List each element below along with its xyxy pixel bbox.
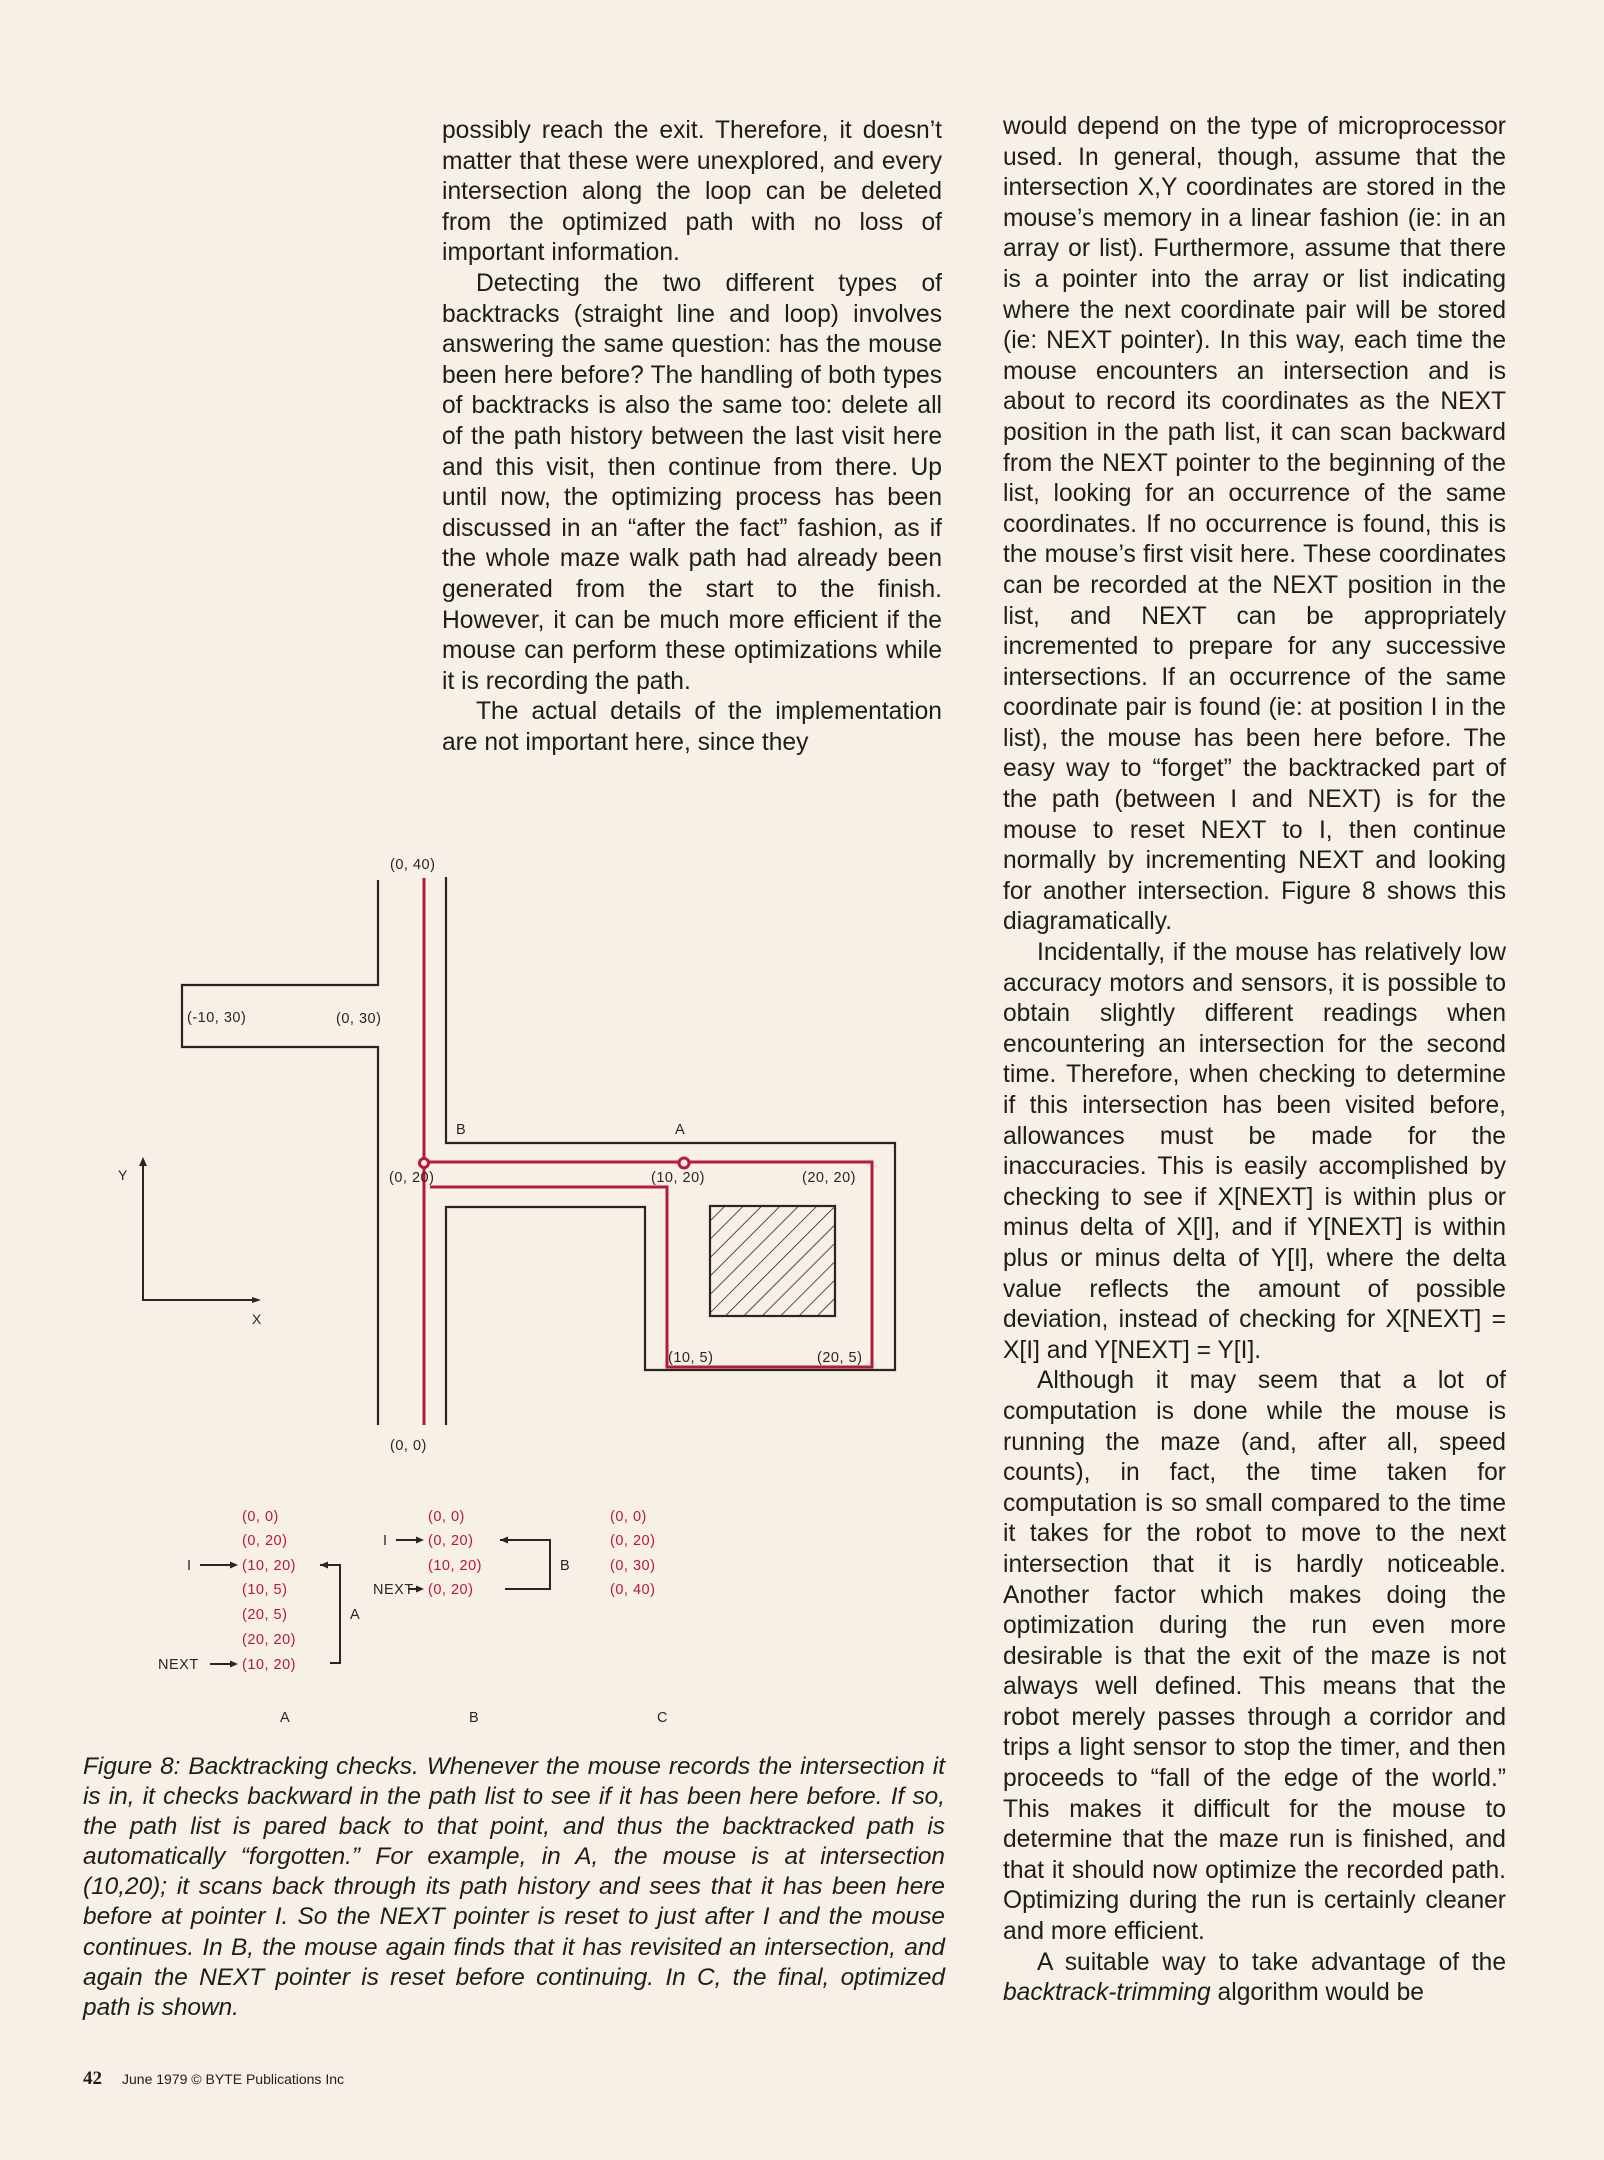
axis-indicator [143, 1160, 258, 1300]
list-b-item-1: (0, 0) [428, 1509, 465, 1525]
path-list-a [242, 1509, 296, 1673]
list-a-item-7: (10, 20) [242, 1657, 296, 1673]
footer-text: June 1979 © BYTE Publications Inc [122, 2071, 344, 2087]
list-c-item-3: (0, 30) [610, 1558, 656, 1574]
column-label-c: C [657, 1710, 668, 1726]
label-mid: (10, 20) [651, 1170, 705, 1186]
label-top: (0, 40) [390, 857, 436, 873]
y-arrow-icon [139, 1157, 147, 1166]
label-center: (0, 20) [389, 1170, 435, 1186]
axis-x-label: X [252, 1311, 262, 1327]
marker-b: B [456, 1122, 467, 1138]
label-left-end: (-10, 30) [187, 1010, 247, 1026]
label-mid-low: (10, 5) [668, 1350, 714, 1366]
list-c-item-1: (0, 0) [610, 1509, 647, 1525]
list-c-item-4: (0, 40) [610, 1582, 656, 1598]
left-paragraph-2: Detecting the two different types of backtracks (straight line and loop) involves answering the same question: has the mouse been here before? The handling of both types of backtracks is also the same too: delete all of the path history between the last visit here and this visit, then continue from there. Up until now, the optimizing process has been discussed in an “after the fact” fashion, as if the whole maze walk path had already been generated from the start to the finish. However, it can be much more efficient if the mouse can perform these optimizations while it is recording the path. [442, 269, 942, 695]
list-a-bracket [320, 1565, 340, 1663]
list-b-pointer-i: I [383, 1533, 388, 1549]
mouse-path [420, 878, 873, 1425]
list-b-pointer-next: NEXT [373, 1582, 414, 1598]
list-a-item-4: (10, 5) [242, 1582, 288, 1598]
bracket-a-label: A [350, 1607, 361, 1623]
marker-a: A [675, 1122, 686, 1138]
list-a-item-2: (0, 20) [242, 1533, 288, 1549]
column-label-a: A [280, 1710, 291, 1726]
right-paragraph-4 [1003, 1948, 1506, 2009]
right-last-emphasis: backtrack-trimming [1003, 1979, 1211, 2007]
list-a-item-5: (20, 5) [242, 1607, 288, 1623]
label-right-top: (20, 20) [802, 1170, 856, 1186]
right-paragraph-1: would depend on the type of microprocessor used. In general, though, assume that the intersection X,Y coordinates are stored in the mouse’s memory in a linear fashion (ie: in an array or list). Furthermore, assume that there is a pointer into the array or list indicating where the next coordinate pair will be stored (ie: NEXT pointer). In this way, each time the mouse encounters an intersection and is about to record its coordinates as the NEXT position in the path list, it can scan backward from the NEXT pointer to the beginning of the list, looking for an occurrence of the same coordinates. If no occurrence is found, this is the mouse’s first visit here. These coordinates can be recorded at the NEXT position in the list, and NEXT can be appropriately incremented to prepare for any successive intersections. If an occurrence of the same coordinate pair is found (ie: at position I in the list), the mouse has been here before. The easy way to “forget” the backtracked part of the path (between I and NEXT) is for the mouse to reset NEXT to I, then continue normally by incrementing NEXT and looking for another intersection. Figure 8 shows this diagramatically. [1003, 113, 1506, 936]
column-label-b: B [469, 1710, 480, 1726]
list-a-item-3: (10, 20) [242, 1558, 296, 1574]
path-list-c [610, 1509, 655, 1598]
list-a-pointer-i: I [187, 1558, 192, 1574]
left-paragraph-3: The actual details of the implementation are not important here, since they [442, 698, 942, 756]
bracket-b-label: B [560, 1558, 571, 1574]
x-arrow-icon [252, 1297, 261, 1303]
list-a-item-1: (0, 0) [242, 1509, 279, 1525]
right-paragraph-3: Although it may seem that a lot of computation is done while the mouse is running the maze (and, after all, speed counts), in fact, the time taken for computation is so small compared to the time it takes for the robot to move to the next intersection that it is hardly noticeable. Another factor which makes doing the optimization during the run even more desirable is that the exit of the maze is not always well defined. This means that the robot merely passes through a corridor and trips a light sensor to stop the timer, and then proceeds to “fall of the edge of the world.” This makes it difficult for the mouse to determine that the maze run is finished, and that it should now optimize the recorded path. Optimizing during the run is certainly cleaner and more efficient. [1003, 1367, 1506, 1946]
list-a-pointer-next: NEXT [158, 1657, 199, 1673]
list-c-item-2: (0, 20) [610, 1533, 656, 1549]
label-right-low: (20, 5) [817, 1350, 863, 1366]
left-paragraph-1: possibly reach the exit. Therefore, it doesn’t matter that these were unexplored, and every intersection along the loop can be deleted from the optimized path with no loss of important information. [442, 117, 942, 267]
right-last-start: A suitable way to take advantage of the [1037, 1948, 1506, 1976]
page-footer [83, 2068, 344, 2090]
right-text-column [1003, 112, 1506, 2009]
label-bottom: (0, 0) [390, 1438, 427, 1454]
right-paragraph-2: Incidentally, if the mouse has relatively low accuracy motors and sensors, it is possible to obtain slightly different readings when encountering an intersection for the second time. Therefore, when checking to determine if this intersection has been visited before, allowances must be made for the inaccuracies. This is easily accomplished by checking to see if X[NEXT] is within plus or minus delta of X[I], and if Y[NEXT] is within plus or minus delta of Y[I], where the delta value reflects the amount of possible deviation, instead of checking for X[NEXT] = X[I] and Y[NEXT] = Y[I]. [1003, 939, 1506, 1364]
left-text-column [442, 116, 942, 758]
axis-y-label: Y [118, 1167, 128, 1183]
right-last-end: algorithm would be [1210, 1979, 1424, 2007]
path-list-b [428, 1509, 482, 1598]
list-b-item-3: (10, 20) [428, 1558, 482, 1574]
page-number: 42 [83, 2068, 102, 2089]
maze-walls [182, 877, 895, 1425]
list-b-bracket [500, 1540, 550, 1589]
list-b-item-2: (0, 20) [428, 1533, 474, 1549]
figure-caption: Figure 8: Backtracking checks. Whenever the mouse records the intersection it is in, it checks backward in the path list to see if it has been here before. If so, the path list is pared back to that point, and thus the backtracked path is automatically “forgotten.” For example, in A, the mouse is at intersection (10,20); it scans back through its path history and sees that it has been here before at pointer I. So the NEXT pointer is reset to just after I and the mouse continues. In B, the mouse again finds that it has revisited an intersection, and again the NEXT pointer is reset before continuing. In C, the final, optimized path is shown. [83, 1753, 945, 2021]
list-a-item-6: (20, 20) [242, 1632, 296, 1648]
list-b-item-4: (0, 20) [428, 1582, 474, 1598]
label-left-junction: (0, 30) [336, 1011, 382, 1027]
